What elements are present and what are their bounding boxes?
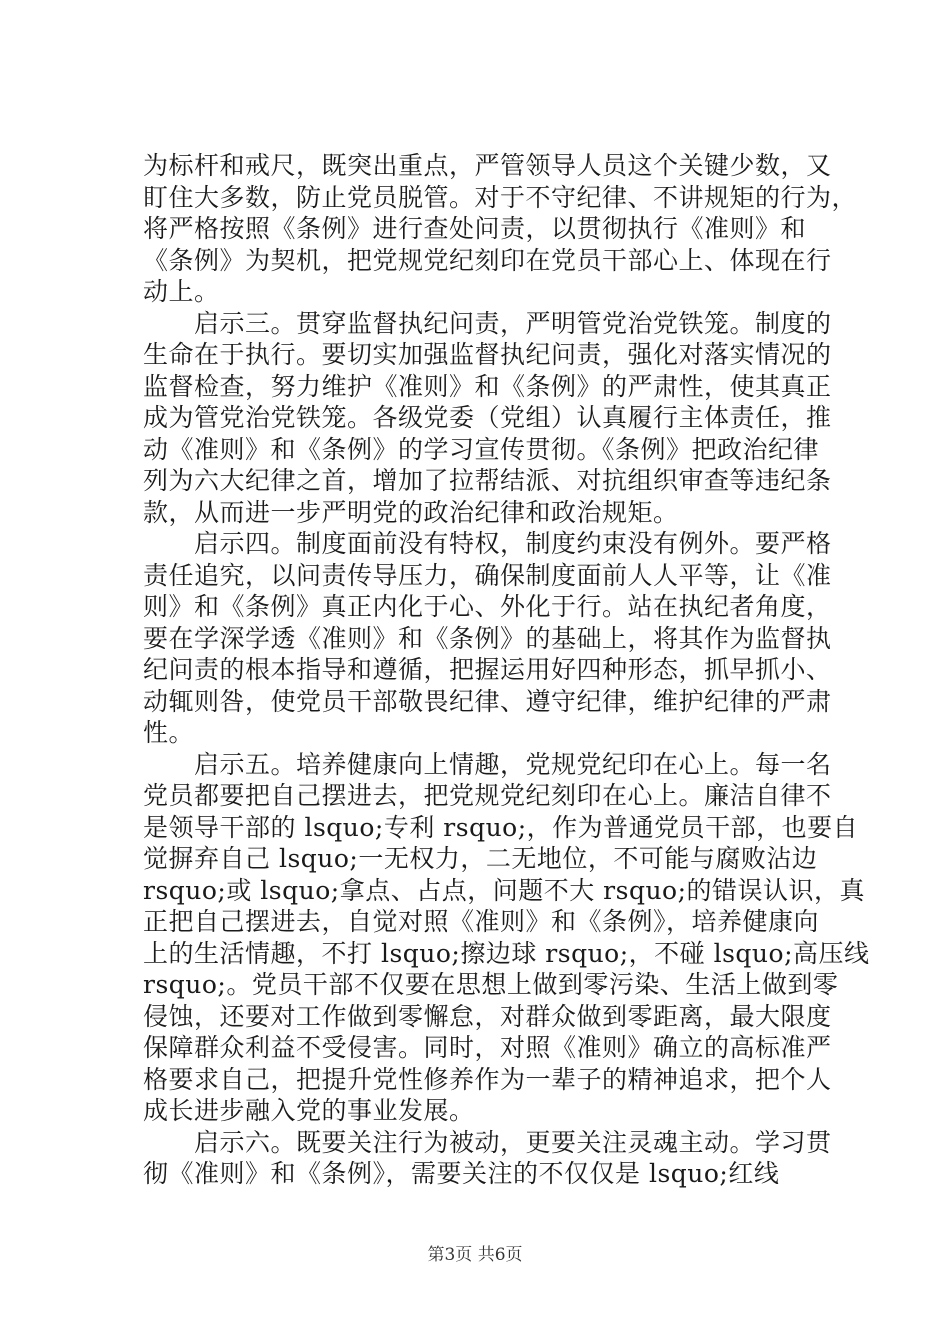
document-body	[143, 150, 870, 1190]
text-line: 格要求自己，把提升党性修养作为一辈子的精神追求，把个人	[143, 1064, 832, 1094]
text-line: 监督检查，努力维护《准则》和《条例》的严肃性，使其真正	[143, 371, 832, 401]
text-line: 动辄则咎，使党员干部敬畏纪律、遵守纪律，维护纪律的严肃	[143, 686, 832, 716]
text-line: 保障群众利益不受侵害。同时，对照《准则》确立的高标准严	[143, 1033, 832, 1062]
text-line: 彻《准则》和《条例》，需要关注的不仅仅是 lsquo;红线	[143, 1159, 780, 1188]
text-line: 启示四。制度面前没有特权，制度约束没有例外。要严格	[143, 529, 832, 558]
page-number-label: 第3页 共6页	[427, 1245, 523, 1265]
text-line: 启示五。培养健康向上情趣，党规党纪印在心上。每一名	[143, 749, 832, 779]
text-line: 要在学深学透《准则》和《条例》的基础上，将其作为监督执	[143, 623, 832, 653]
text-line: 纪问责的根本指导和遵循，把握运用好四种形态，抓早抓小、	[143, 655, 832, 684]
text-line: 为标杆和戒尺，既突出重点，严管领导人员这个关键少数，又	[143, 151, 832, 180]
text-line: 动《准则》和《条例》的学习宣传贯彻。《条例》把政治纪律	[143, 434, 820, 464]
text-line: 《条例》为契机，把党规党纪刻印在党员干部心上、体现在行	[143, 245, 832, 275]
text-line: 性。	[143, 718, 195, 747]
text-line: 盯住大多数，防止党员脱管。对于不守纪律、不讲规矩的行为，	[143, 182, 858, 212]
text-line: 列为六大纪律之首，增加了拉帮结派、对抗组织审查等违纪条	[143, 466, 832, 495]
text-line: 责任追究，以问责传导压力，确保制度面前人人平等，让《准	[143, 560, 832, 590]
text-line: 成为管党治党铁笼。各级党委（党组）认真履行主体责任，推	[143, 403, 832, 432]
text-line: 上的生活情趣，不打 lsquo;擦边球 rsquo;，不碰 lsquo;高压线	[143, 938, 870, 968]
text-line: 是领导干部的 lsquo;专利 rsquo;，作为普通党员干部，也要自	[143, 812, 859, 842]
text-line: 生命在于执行。要切实加强监督执纪问责，强化对落实情况的	[143, 340, 832, 369]
text-line: rsquo;或 lsquo;拿点、占点，问题不大 rsquo;的错误认识，真	[143, 875, 866, 905]
text-line: 启示三。贯穿监督执纪问责，严明管党治党铁笼。制度的	[143, 308, 832, 338]
text-line: 则》和《条例》真正内化于心、外化于行。站在执纪者角度，	[143, 592, 832, 621]
text-line: rsquo;。党员干部不仅要在思想上做到零污染、生活上做到零	[143, 970, 839, 999]
text-line: 启示六。既要关注行为被动，更要关注灵魂主动。学习贯	[143, 1127, 832, 1157]
text-line: 成长进步融入党的事业发展。	[143, 1096, 475, 1125]
text-line: 款，从而进一步严明党的政治纪律和政治规矩。	[143, 497, 679, 527]
text-line: 侵蚀，还要对工作做到零懈怠，对群众做到零距离，最大限度	[143, 1001, 832, 1031]
text-line: 正把自己摆进去，自觉对照《准则》和《条例》，培养健康向	[143, 907, 820, 936]
text-line: 将严格按照《条例》进行查处问责，以贯彻执行《准则》和	[143, 214, 807, 243]
page-footer	[0, 1243, 950, 1267]
text-line: 党员都要把自己摆进去，把党规党纪刻印在心上。廉洁自律不	[143, 781, 832, 810]
text-line: 觉摒弃自己 lsquo;一无权力，二无地位，不可能与腐败沾边	[143, 844, 818, 873]
text-line: 动上。	[143, 277, 220, 306]
